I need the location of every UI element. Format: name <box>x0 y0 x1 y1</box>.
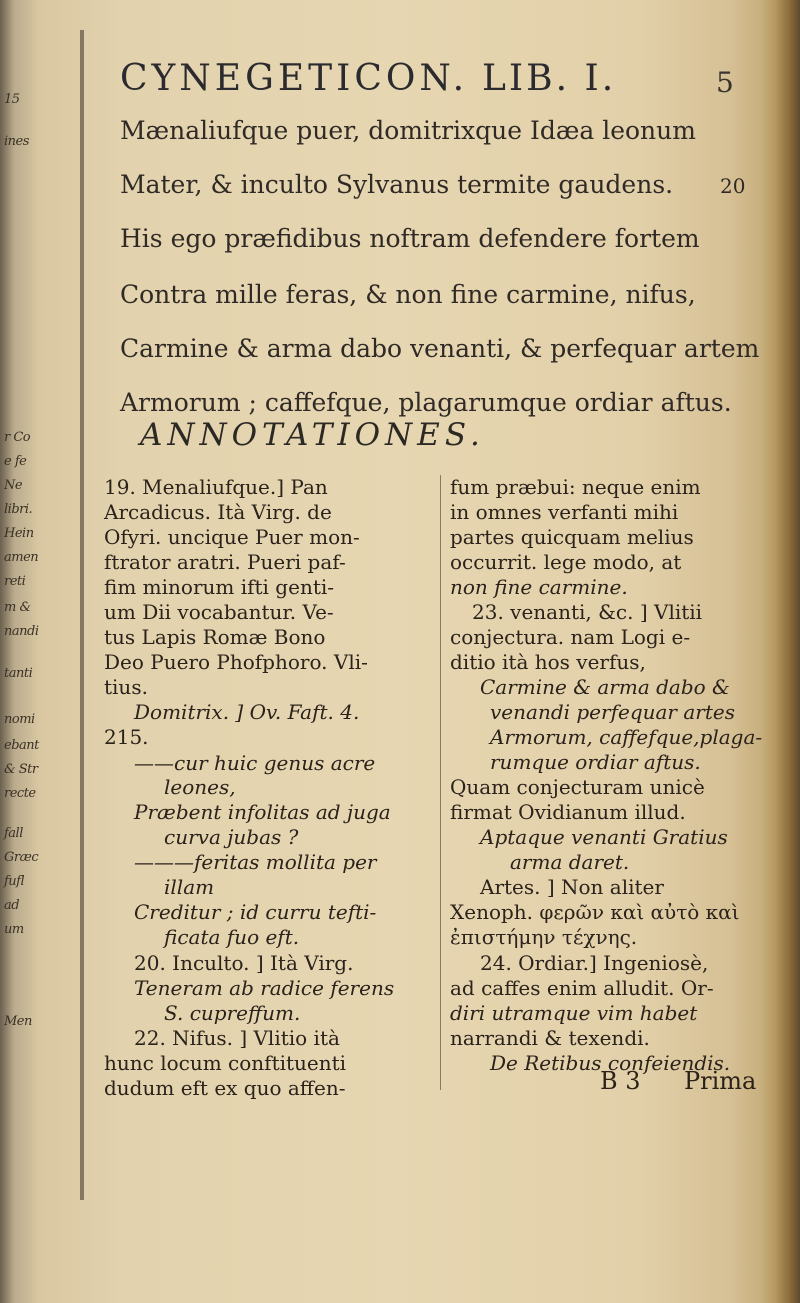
verse-number: 20 <box>720 174 746 198</box>
annotation-line: 215. <box>104 725 149 749</box>
annotation-line: Domitrix. ] Ov. Faft. 4. <box>134 700 360 724</box>
annotation-line: dudum eft ex quo affen- <box>104 1076 346 1100</box>
margin-fragment: reti <box>4 574 26 589</box>
margin-fragment: Men <box>4 1014 32 1029</box>
margin-fragment: m & <box>4 600 31 615</box>
annotation-line: 23. venanti, &c. ] Vlitii <box>472 600 703 624</box>
annotation-line: ftrator aratri. Pueri paf- <box>104 550 346 574</box>
margin-fragment: recte <box>4 786 36 801</box>
margin-fragment: nandi <box>4 624 39 639</box>
binding-edge-rule <box>80 30 84 1200</box>
annotation-line: Præbent infolitas ad juga <box>134 800 391 824</box>
annotation-line: leones, <box>164 775 236 799</box>
annotation-line: ad caffes enim alludit. Or- <box>450 976 714 1000</box>
margin-fragment: libri. <box>4 502 33 517</box>
annotation-line: ἐπιστήμην τέχνης. <box>450 925 638 949</box>
annotation-line: fum præbui: neque enim <box>450 475 701 499</box>
annotation-line: fim minorum ifti genti- <box>104 575 335 599</box>
annotation-line: S. cupreffum. <box>164 1001 301 1025</box>
annotation-line: 22. Nifus. ] Vlitio ità <box>134 1026 340 1050</box>
verse-line: Armorum ; caffefque, plagarumque ordiar aftus. <box>120 388 732 417</box>
annotation-line: Ofyri. uncique Puer mon- <box>104 525 360 549</box>
book-number: LIB. I. <box>482 58 617 99</box>
margin-fragment: Ne <box>4 478 23 493</box>
margin-fragment: 15 <box>4 92 20 107</box>
margin-fragment: & Str <box>4 762 38 777</box>
verse-line: Mænaliufque puer, domitrixque Idæa leonum <box>120 116 696 145</box>
margin-fragment: ad <box>4 898 20 913</box>
annotation-line: illam <box>164 875 215 899</box>
margin-fragment: fall <box>4 826 23 841</box>
annotation-line: partes quicquam melius <box>450 525 694 549</box>
annotation-line: Creditur ; id curru tefti- <box>134 900 377 924</box>
annotation-line: Deo Puero Phofphoro. Vli- <box>104 650 368 674</box>
annotation-line: arma daret. <box>510 850 630 874</box>
annotation-line: De Retibus confeiendis. <box>490 1051 731 1075</box>
annotation-line: rumque ordiar aftus. <box>490 750 701 774</box>
column-divider <box>440 475 441 1090</box>
signature-mark: B 3 <box>600 1067 641 1095</box>
verse-line: Carmine & arma dabo venanti, & perfequar artem <box>120 334 760 363</box>
annotation-line: venandi perfequar artes <box>490 700 735 724</box>
annotation-line: tus Lapis Romæ Bono <box>104 625 326 649</box>
margin-fragment: Hein <box>4 526 34 541</box>
annotation-line: non fine carmine. <box>450 575 628 599</box>
margin-fragment: amen <box>4 550 39 565</box>
margin-fragment: ines <box>4 134 29 149</box>
annotation-line: conjectura. nam Logi e- <box>450 625 691 649</box>
margin-fragment: e fe <box>4 454 27 469</box>
margin-fragment: tanti <box>4 666 33 681</box>
annotation-line: Arcadicus. Ità Virg. de <box>104 500 332 524</box>
annotation-line: 20. Inculto. ] Ità Virg. <box>134 951 354 975</box>
annotation-line: Carmine & arma dabo & <box>480 675 730 699</box>
annotation-line: Quam conjecturam unicè <box>450 775 705 799</box>
annotation-line: ditio ità hos verfus, <box>450 650 646 674</box>
annotations-heading: ANNOTATIONES. <box>140 417 485 453</box>
margin-fragment: Græc <box>4 850 39 865</box>
annotation-line: Teneram ab radice ferens <box>134 976 395 1000</box>
verse-line: Contra mille feras, & non fine carmine, nifus, <box>120 280 696 309</box>
annotation-line: Armorum, caffefque,plaga- <box>490 725 763 749</box>
margin-fragment: nomi <box>4 712 35 727</box>
adjacent-page-fragment <box>0 0 70 1303</box>
annotation-line: um Dii vocabantur. Ve- <box>104 600 334 624</box>
annotation-line: ficata fuo eft. <box>164 925 300 949</box>
annotation-line: Xenoph. φερῶν καὶ αὐτὸ καὶ <box>450 900 740 924</box>
annotation-line: hunc locum conftituenti <box>104 1051 347 1075</box>
running-header <box>120 58 734 106</box>
annotation-line: Artes. ] Non aliter <box>480 875 664 899</box>
annotation-line: narrandi & texendi. <box>450 1026 650 1050</box>
margin-fragment: um <box>4 922 24 937</box>
running-title: CYNEGETICON. <box>120 58 469 99</box>
annotation-line: firmat Ovidianum illud. <box>450 800 686 824</box>
annotation-line: curva jubas ? <box>164 825 299 849</box>
catchword: Prima <box>684 1067 757 1095</box>
page-number: 5 <box>716 66 734 99</box>
margin-fragment: r Co <box>4 430 31 445</box>
annotation-line: Aptaque venanti Gratius <box>480 825 728 849</box>
verse-line: His ego præfidibus noftram defendere fortem <box>120 224 700 253</box>
margin-fragment: ebant <box>4 738 39 753</box>
annotation-line: occurrit. lege modo, at <box>450 550 682 574</box>
verse-line: Mater, & inculto Sylvanus termite gaudens. 20 <box>120 170 746 199</box>
margin-fragment: fufl <box>4 874 25 889</box>
annotation-line: tius. <box>104 675 148 699</box>
annotation-line: 24. Ordiar.] Ingeniosè, <box>480 951 709 975</box>
annotation-line: ———feritas mollita per <box>134 850 377 874</box>
annotation-line: diri utramque vim habet <box>450 1001 698 1025</box>
annotation-line: ——cur huic genus acre <box>134 751 376 775</box>
annotation-line: 19. Menaliufque.] Pan <box>104 475 328 499</box>
annotation-line: in omnes verfanti mihi <box>450 500 679 524</box>
